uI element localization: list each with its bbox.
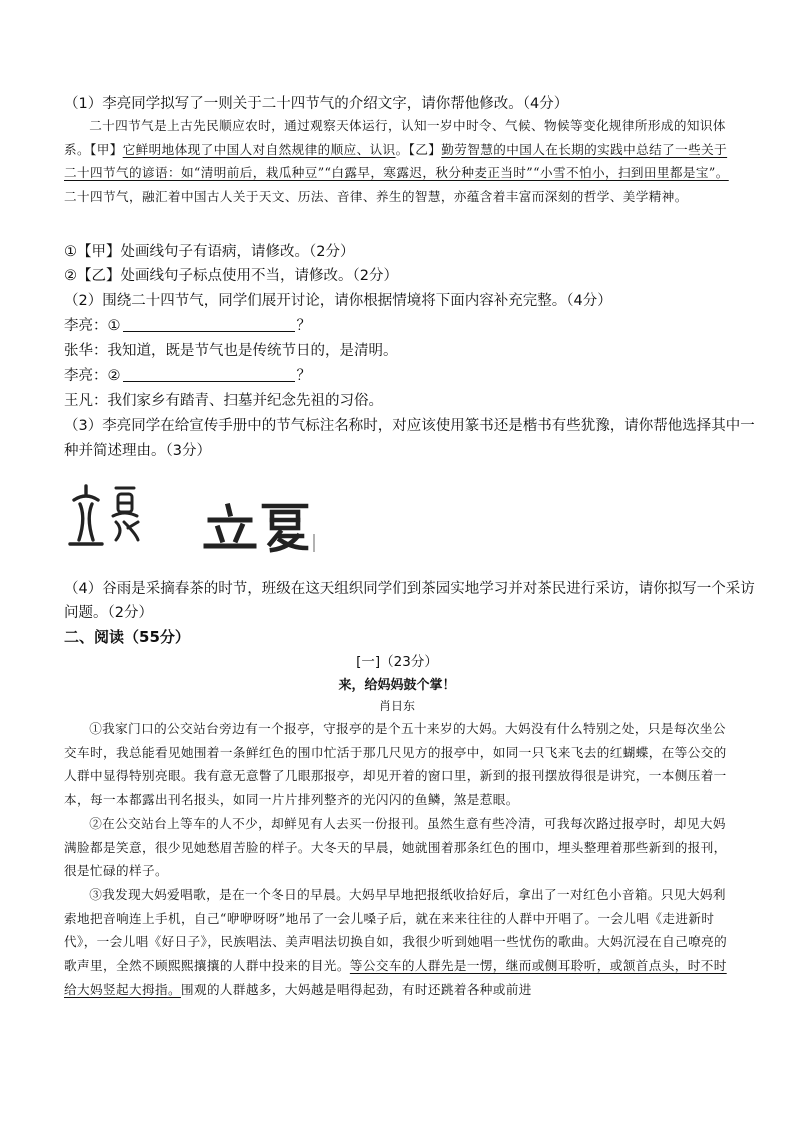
article-author: 肖日东: [378, 699, 415, 713]
paragraph-3-text: ③我发现大妈爱唱歌，是在一个冬日的早晨。大妈早早地把报纸收拾好后，拿出了一对红色小音箱。只见大妈利索地把音响连上手机，自己“咿咿呀呀”地吊了一会儿嗓子后，就在来来往往的人群中开唱了。一会儿唱《走进新时代》，一会儿唱《好日子》，民族唱法、美声唱法切换自如，我很少听到她唱一些忧伤的歌曲。大妈沉浸在自己嘹亮的歌声里，全然不顾熙熙攘攘的人群中投来的目光。: [64, 886, 728, 974]
speaker-liliang: 李亮：②: [64, 368, 121, 384]
article-title: 来，给妈妈鼓个掌！: [338, 678, 456, 693]
seal-script-li-xia: [66, 478, 326, 556]
q2-dialogue-3: [64, 364, 311, 385]
part-label: [一]（23分）: [356, 654, 438, 670]
article-body: [64, 717, 732, 1001]
question-mark: ？: [296, 318, 311, 334]
q4-prompt-line1: （4）谷雨是采摘春茶的时节，班级在这天组织同学们到茶园实地学习并对茶民进行采访，请你拟写一个采访: [64, 581, 755, 597]
answer-blank-2[interactable]: [123, 367, 295, 382]
q1-passage: [64, 114, 732, 209]
paragraph-1: ①我家门口的公交站台旁边有一个报亭，守报亭的是个五十来岁的大妈。大妈没有什么特别之处，只是每次坐公交车时，我总能看见她围着一条鲜红色的围巾忙活于那几尺见方的报亭中，如同一只飞来飞去的红蝴蝶，在等公交的人群中显得特别亮眼。我有意无意瞥了几眼那报亭，却见开着的窗口里，新到的报刊摆放得很是讲究，一本侧压着一本，每一本都露出刊名报头，如同一片片排列整齐的光闪闪的鱼鳞，煞是惹眼。: [64, 721, 727, 808]
yi-mark: 【乙】: [408, 141, 442, 157]
paragraph-3-text-end: 围观的人群越多，大妈越是唱得起劲，有时还跳着各种或前进: [180, 981, 532, 997]
q3-prompt-line1: （3）李亮同学在给宣传手册中的节气标注名称时，对应该使用篆书还是楷书有些犹豫，请你帮他选择其中一: [64, 418, 755, 434]
passage-text-end: 二十四节气，融汇着中国古人关于天文、历法、音律、养生的智慧，亦蕴含着丰富而深刻的哲学、美学精神。: [64, 189, 688, 205]
section-title: 二、阅读（55分）: [64, 628, 190, 646]
q2-dialogue-2: 张华：我知道，既是节气也是传统节日的，是清明。: [64, 343, 398, 359]
jia-underlined-sentence: 它鲜明地体现了中国人对自然规律的顺应、认识: [122, 141, 396, 157]
calligraphy-image: [66, 478, 326, 556]
jia-end: 。: [395, 141, 409, 157]
q2-dialogue-1: [64, 314, 311, 335]
q2-prompt: （2）围绕二十四节气，同学们展开讨论，请你根据情境将下面内容补充完整。（4分）: [64, 293, 612, 309]
q2-dialogue-4: 王凡：我们家乡有踏青、扫墓并纪念先祖的习俗。: [64, 393, 383, 409]
paragraph-3-underlined: 等公交车的人群先是一愣，继而或侧耳聆听，或颔首点头，时不时给大妈竖起大拇指。: [64, 958, 727, 997]
passage-text: 二十四节气是上古先民顺应农时，通过观察天体运行，认知一岁中时令、气候、物候等变化规律所形成的知识体系。: [64, 118, 726, 157]
answer-blank-1[interactable]: [123, 317, 295, 332]
q1-prompt: （1）李亮同学拟写了一则关于二十四节气的介绍文字，请你帮他修改。（4分）: [64, 96, 569, 112]
paragraph-3: [64, 883, 732, 1002]
yi-underlined-sentence: 勤劳智慧的中国人在长期的实践中总结了一些关于二十四节气的谚语：如“清明前后，栽瓜种豆”“白露早，寒露迟，秋分种麦正当时”“小雪不怕小，扫到田里都是宝”。: [64, 141, 729, 181]
speaker-liliang: 李亮：①: [64, 318, 121, 334]
q1-sub2: ②【乙】处画线句子标点使用不当，请修改。（2分）: [64, 268, 398, 284]
jia-mark: 【甲】: [90, 141, 123, 157]
q3-prompt-line2: 种并简述理由。（3分）: [64, 443, 211, 459]
paragraph-2: ②在公交站台上等车的人不少，却鲜见有人去买一份报刊。虽然生意有些冷清，可我每次路过报亭时，却见大妈满脸都是笑意，很少见她愁眉苦脸的样子。大冬天的早晨，她就围着那条红色的围巾，埋头整理着那些新到的报刊，很是忙碌的样子。: [64, 815, 727, 879]
q4-prompt-line2: 问题。（2分）: [64, 605, 153, 621]
question-mark: ？: [296, 368, 311, 384]
q1-sub1: ①【甲】处画线句子有语病，请修改。（2分）: [64, 244, 355, 260]
